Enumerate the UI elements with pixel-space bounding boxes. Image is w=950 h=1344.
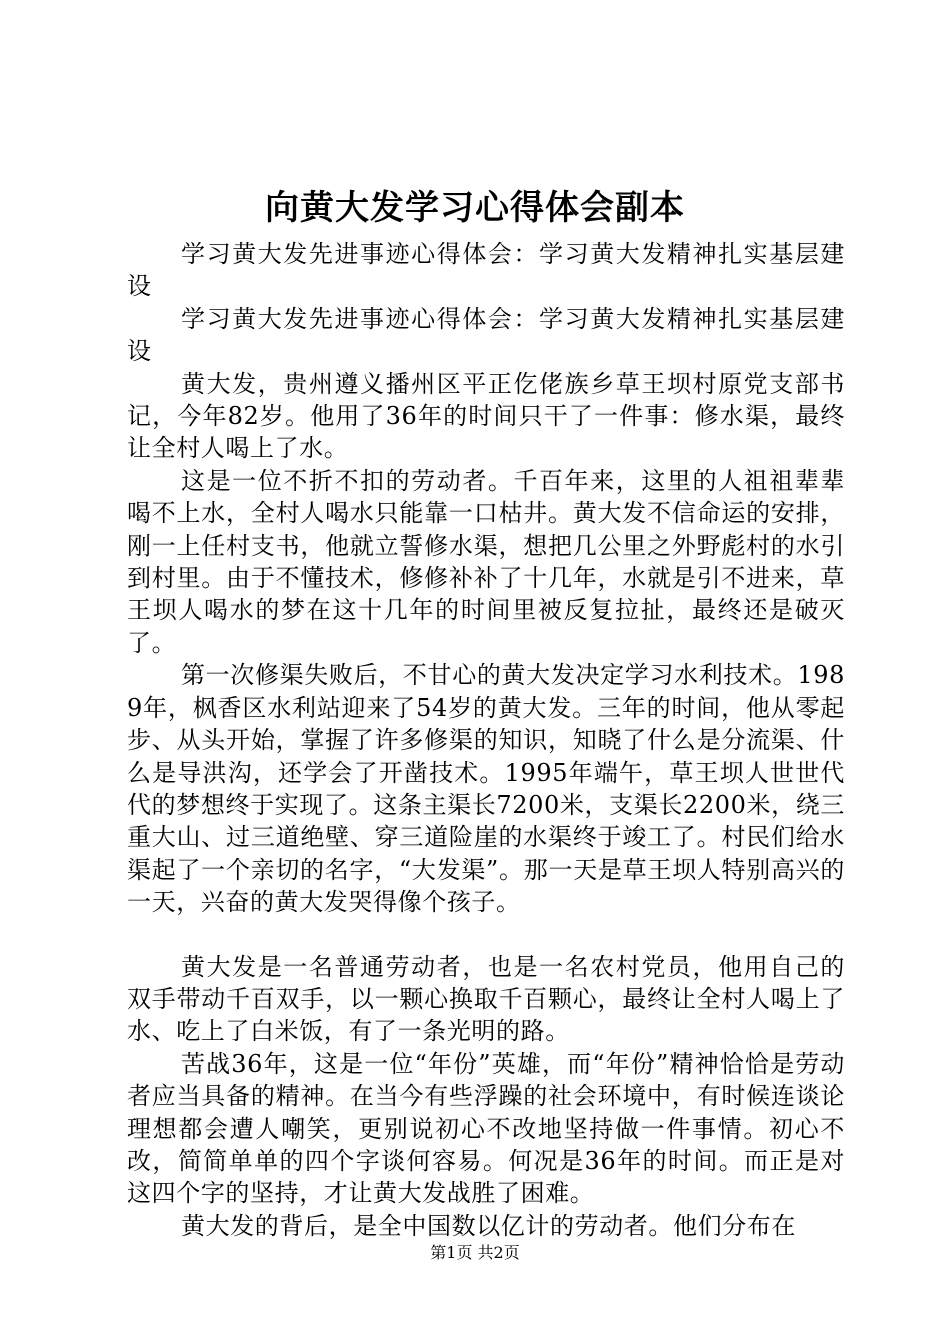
page-number-footer: 第1页 共2页 <box>430 1243 520 1262</box>
paragraph-intro: 黄大发，贵州遵义播州区平正仡佬族乡草王坝村原党支部书记，今年82岁。他用了36年的时间只干了一件事：修水渠，最终让全村人喝上了水。 <box>127 369 845 463</box>
paragraph-laborer: 这是一位不折不扣的劳动者。千百年来，这里的人祖祖辈辈喝不上水，全村人喝水只能靠一口枯井。黄大发不信命运的安排，刚一上任村支书，他就立誓修水渠，想把几公里之外野彪村的水引到村里。由于不懂技术，修修补补了十几年，水就是引不进来，草王坝人喝水的梦在这十几年的时间里被反复拉扯，最终还是破灭了。 <box>127 466 845 657</box>
paragraph-subtitle-2: 学习黄大发先进事迹心得体会：学习黄大发精神扎实基层建设 <box>127 304 845 366</box>
paragraph-party-member: 黄大发是一名普通劳动者，也是一名农村党员，他用自己的双手带动千百双手，以一颗心换取千百颗心，最终让全村人喝上了水、吃上了白米饭，有了一条光明的路。 <box>127 952 845 1046</box>
document-body <box>127 238 845 1242</box>
paragraph-subtitle-1: 学习黄大发先进事迹心得体会：学习黄大发精神扎实基层建设 <box>127 240 845 301</box>
paragraph-laborers-behind: 黄大发的背后，是全中国数以亿计的劳动者。他们分布在 <box>181 1211 796 1240</box>
document-title: 向黄大发学习心得体会副本 <box>265 188 685 228</box>
paragraph-36-years: 苦战36年，这是一位“年份”英雄，而“年份”精神恰恰是劳动者应当具备的精神。在当今有些浮躁的社会环境中，有时候连谈论理想都会遭人嘲笑，更别说初心不改地坚持做一件事情。初心不改，简简单单的四个字谈何容易。何况是36年的时间。而正是对这四个字的坚持，才让黄大发战胜了困难。 <box>127 1049 845 1208</box>
paragraph-second-attempt: 第一次修渠失败后，不甘心的黄大发决定学习水利技术。1989年，枫香区水利站迎来了54岁的黄大发。三年的时间，他从零起步、从头开始，掌握了许多修渠的知识，知晓了什么是分流渠、什么是导洪沟，还学会了开凿技术。1995年端午，草王坝人世世代代的梦想终于实现了。这条主渠长7200米，支渠长2200米，绕三重大山、过三道绝壁、穿三道险崖的水渠终于竣工了。村民们给水渠起了一个亲切的名字，“大发渠”。那一天是草王坝人特别高兴的一天，兴奋的黄大发哭得像个孩子。 <box>127 661 845 917</box>
